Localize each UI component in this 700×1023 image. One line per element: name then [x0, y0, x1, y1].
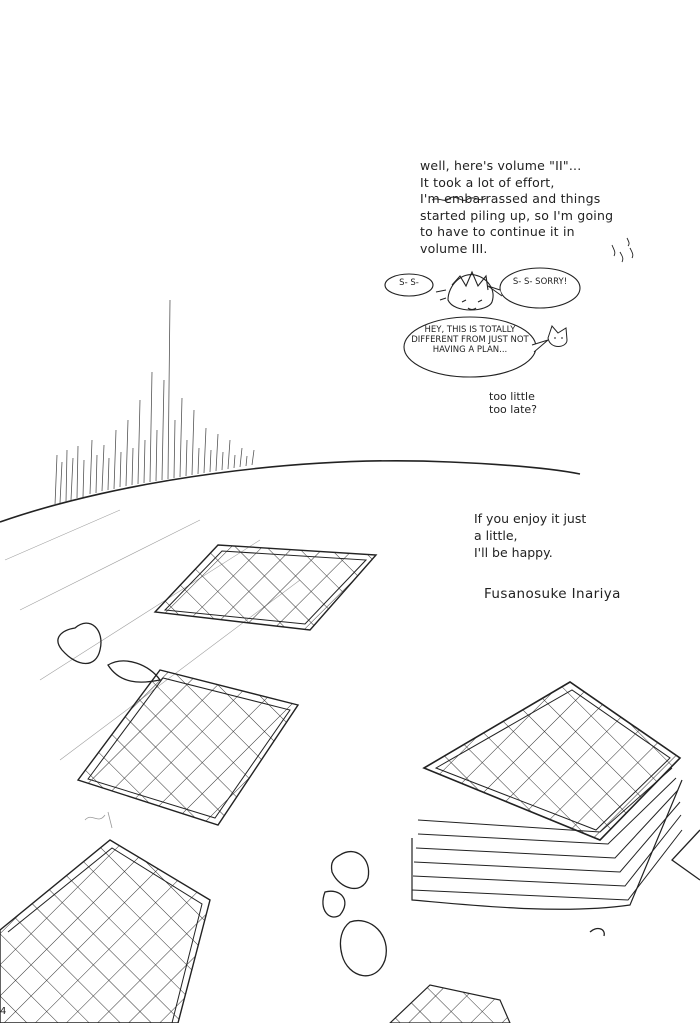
- note-line: started piling up, so I'm going: [420, 207, 614, 223]
- card: [390, 985, 510, 1023]
- author-signature: Fusanosuke Inariya: [484, 586, 621, 602]
- author-note: [420, 158, 670, 257]
- closing-text: [474, 510, 586, 561]
- closing-line: a little,: [474, 528, 518, 543]
- bubble-sorry-text: S- S- SORRY!: [512, 277, 568, 287]
- bubble-stutter-text: S- S-: [399, 278, 419, 288]
- note-line: I'm embarrassed and things: [420, 191, 601, 206]
- note-line: well, here's volume "II"...: [420, 158, 582, 173]
- aside-text: [489, 390, 537, 416]
- card: [0, 840, 210, 1023]
- cat-face-icon: [548, 326, 567, 347]
- note-line: to have to continue it in: [420, 224, 575, 239]
- aside-line: too little: [489, 390, 535, 403]
- card: [78, 670, 298, 825]
- card-deck: [412, 682, 682, 909]
- aside-line: too late?: [489, 403, 537, 416]
- grass-sketch: [55, 300, 254, 505]
- scribble: [85, 812, 112, 828]
- bubble-sorry: [500, 268, 580, 308]
- card: [155, 545, 376, 630]
- page-number: 4: [0, 1006, 7, 1017]
- chibi-character: [436, 272, 493, 310]
- note-line: volume III.: [420, 240, 488, 256]
- closing-line: If you enjoy it just: [474, 511, 587, 526]
- bubble-plan-text: HEY, THIS IS TOTALLY DIFFERENT FROM JUST NOT HAVING A PLAN...: [411, 325, 529, 355]
- closing-line: I'll be happy.: [474, 545, 553, 560]
- note-line: It took a lot of effort,: [420, 174, 555, 190]
